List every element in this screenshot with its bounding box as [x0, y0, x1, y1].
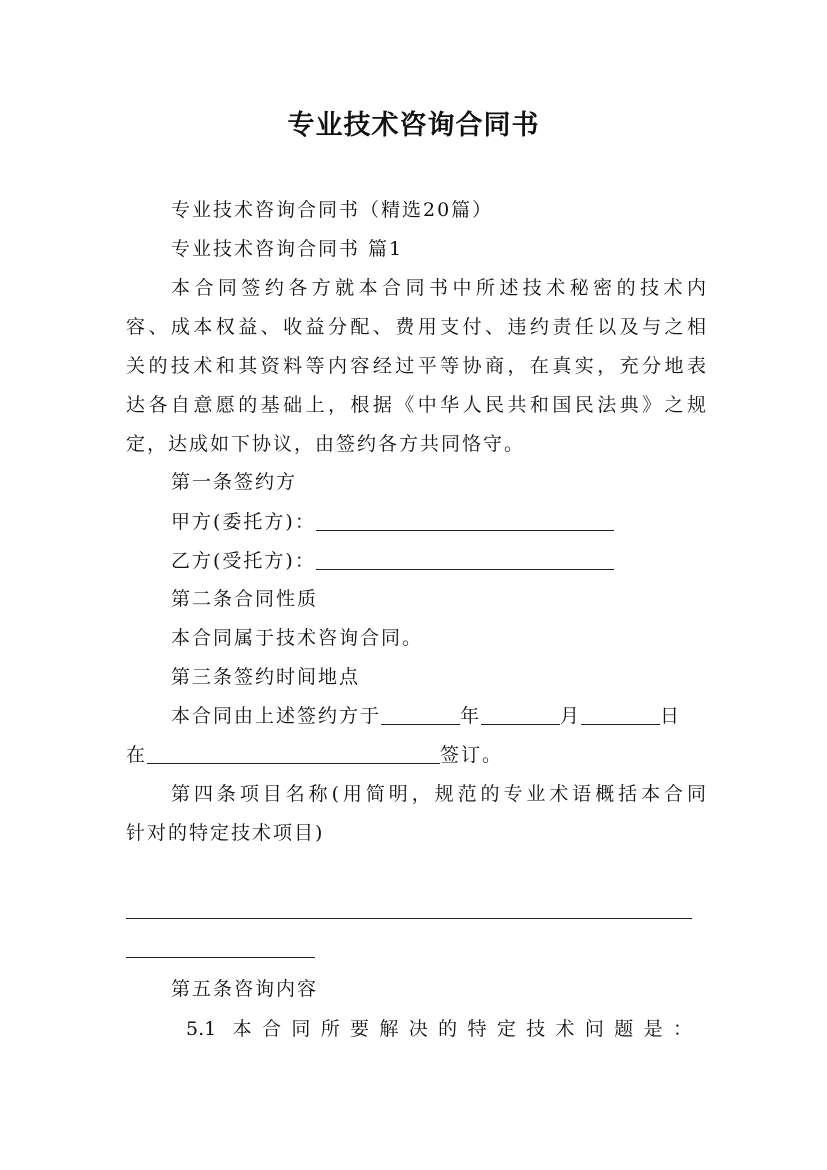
intro-line-1: 本合同签约各方就本合同书中所述技术秘密的技术内	[171, 277, 706, 299]
intro-line-4: 达各自意愿的基础上，根据《中华人民共和国民法典》之规	[126, 394, 706, 416]
document-title: 专业技术咨询合同书	[287, 110, 540, 141]
clause-3-place-row	[126, 736, 706, 774]
clause-3-date-row	[171, 697, 706, 735]
clause-2-heading: 第二条合同性质	[171, 588, 319, 610]
clause-5-heading: 第五条咨询内容	[171, 978, 319, 1000]
project-name-blank-line-1[interactable]	[126, 918, 692, 919]
clause-4-heading-line-2: 针对的特定技术项目)	[126, 822, 325, 844]
intro-line-3: 关的技术和其资料等内容经过平等协商，在真实，充分地表	[126, 355, 706, 377]
day-blank[interactable]	[581, 700, 660, 725]
article-header: 专业技术咨询合同书 篇1	[171, 238, 404, 260]
clause-1-heading: 第一条签约方	[171, 471, 298, 493]
party-b-label: 乙方(受托方)：	[171, 550, 316, 572]
intro-line-5: 定，达成如下协议，由签约各方共同恪守。	[126, 433, 526, 455]
project-name-blank-line-2[interactable]	[126, 957, 315, 958]
party-b-blank[interactable]	[316, 545, 614, 570]
month-blank[interactable]	[481, 700, 560, 725]
year-label: 年	[460, 705, 482, 727]
clause-4-heading-line-1: 第四条项目名称(用简明，规范的专业术语概括本合同	[171, 783, 706, 805]
signed-label: 签订。	[440, 744, 504, 766]
clause-3-text-start: 本合同由上述签约方于	[171, 705, 382, 727]
day-label: 日	[660, 705, 682, 727]
clause-5-1-text: 5.1 本合同所要解决的特定技术问题是：	[186, 1018, 692, 1040]
month-label: 月	[560, 705, 582, 727]
intro-line-2: 容、成本权益、收益分配、费用支付、违约责任以及与之相	[126, 316, 706, 338]
document-subtitle: 专业技术咨询合同书（精选20篇）	[171, 199, 494, 221]
clause-2-text: 本合同属于技术咨询合同。	[171, 627, 424, 649]
place-blank[interactable]	[147, 739, 440, 764]
party-a-row	[171, 503, 706, 541]
clause-3-heading: 第三条签约时间地点	[171, 666, 361, 688]
party-b-row	[171, 542, 706, 580]
at-label: 在	[126, 744, 148, 766]
party-a-blank[interactable]	[316, 506, 614, 531]
party-a-label: 甲方(委托方)：	[171, 511, 316, 533]
year-blank[interactable]	[381, 700, 460, 725]
